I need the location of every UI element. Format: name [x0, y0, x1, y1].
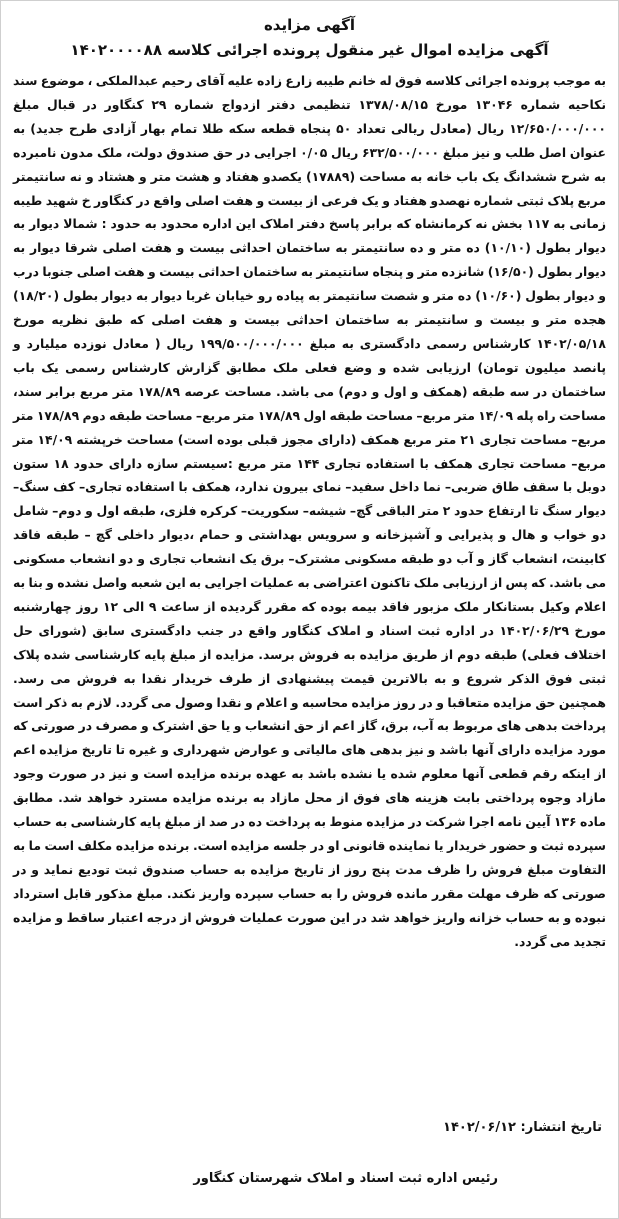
- notice-subheading: آگهی مزایده اموال غیر منقول پرونده اجرائی کلاسه ۱۴۰۲۰۰۰۰۸۸: [70, 41, 549, 59]
- notice-heading: آگهی مزایده: [263, 16, 356, 34]
- publish-date: تاریخ انتشار: ۱۴۰۲/۰۶/۱۲: [443, 1120, 602, 1135]
- notice-body: به موجب پرونده اجرائی کلاسه فوق له خانم طیبه زارع زاده علیه آقای رحیم عبدالملکی ، موضوع سند نکاحیه شماره ۱۳۰۴۶ مورخ ۱۳۷۸/۰۸/۱۵ تنظیمی دفتر ازدواج شماره ۲۹ کنگاور در قبال مبلغ ۱۲/۶۵۰/۰۰۰/۰۰۰ ریال (معادل ریالی تعداد ۵۰ پنجاه قطعه سکه طلا تمام بهار آزادی طرح جدید) به عنوان اصل طلب و نیز مبلغ ۶۳۲/۵۰۰/۰۰۰ ریال ۰/۰۵ اجرایی در حق صندوق دولت، ملک مدون نامبرده به شرح ششدانگ یک باب خانه به مساحت (۱۷۸۸۹) یکصدو هفتاد و هشت متر و هشتاد و نه سانتیمتر مربع پلاک ثبتی شماره نهصدو هفتاد و یک فرعی از بیست و هفت اصلی واقع در کنگاور خ شهید طیبه زمانی به ۱۱۷ بخش نه کرمانشاه که برابر پاسخ دفتر املاک این اداره محدود به حدود : شمالا دیوار به دیوار بطول (۱۰/۱۰) ده متر و ده سانتیمتر به ساختمان احداثی بیست و هفت اصلی شرقا دیوار به دیوار بطول (۱۶/۵۰) شانزده متر و پنجاه سانتیمتر به ساختمان احداثی بیست و هفت اصلی جنوبا درب و دیوار بطول (۱۰/۶۰) ده متر و شصت سانتیمتر به پیاده رو خیابان غربا دیوار به دیوار بطول (۱۸/۲۰) هجده متر و بیست و سانتیمتر به ساختمان احداثی بیست و هفت اصلی که طبق نظریه مورخ ۱۴۰۲/۰۵/۱۸ کارشناس رسمی دادگستری به مبلغ ۱۹۹/۵۰۰/۰۰۰/۰۰۰ ریال ( معادل نوزده میلیارد و پانصد میلیون تومان) ارزیابی شده و وضع فعلی ملک مطابق گزارش کارشناس رسمی یک باب ساختمان در سه طبقه (همکف و اول و دوم) می باشد. مساحت عرصه ۱۷۸/۸۹ متر مربع برابر سند، مساحت راه پله ۱۴/۰۹ متر مربع– مساحت طبقه اول ۱۷۸/۸۹ متر مربع– مساحت طبقه دوم ۱۷۸/۸۹ متر مربع– مساحت تجاری ۲۱ متر مربع همکف (دارای مجوز قبلی بوده است) مساحت خرپشته ۱۴/۰۹ متر مربع– مساحت تجاری همکف با استفاده تجاری ۱۴۴ متر مربع :سیستم سازه دارای حدود ۱۸ ستون دوبل با سقف طاق ضربی– نما داخل سفید– نمای بیرون ندارد، همکف با استفاده تجاری– کف سنگ– دیوار سنگ تا ارتفاع حدود ۲ متر الباقی گچ– شیشه– سکوریت– کرکره فلزی، طبقه اول و دوم– شامل دو خواب و هال و پذیرایی و آشپزخانه و سرویس بهداشتی و حمام ،دیوار داخلی گچ – طبقه فاقد کابینت، انشعاب گاز و آب دو طبقه مسکونی مشترک– برق یک انشعاب تجاری و دو انشعاب مسکونی می باشد. که پس از ارزیابی ملک تاکنون اعتراضی به عملیات اجرایی به این شعبه واصل نشده و بنا به اعلام وکیل بستانکار ملک مزبور فاقد بیمه بوده که مقرر گردیده از ساعت ۹ الی ۱۲ روز چهارشنبه مورخ ۱۴۰۲/۰۶/۲۹ در اداره ثبت اسناد و املاک کنگاور واقع در جنب دادگستری سابق (شورای حل اختلاف فعلی) طبقه دوم از طریق مزایده به فروش برسد. مزایده از مبلغ پایه کارشناسی شده پلاک ثبتی فوق الذکر شروع و به بالاترین قیمت پیشنهادی از طرف خریدار نقدا به فروش می رسد. همچنین حق مزایده متعاقبا و در روز مزایده محاسبه و اعلام و نقدا وصول می گردد. لازم به ذکر است پرداخت بدهی های مربوط به آب، برق، گاز اعم از حق انشعاب و یا حق اشترک و مصرف در صورتی که مورد مزایده دارای آنها باشد و نیز بدهی های مالیاتی و عوارض شهرداری و غیره تا تاریخ مزایده اعم از اینکه رقم قطعی آنها معلوم شده یا نشده باشد به عهده برنده مزایده است و نیز در صورت وجود مازاد وجوه پرداختی بابت هزینه های فوق از محل مازاد به برنده مزایده مسترد خواهد شد. مطابق ماده ۱۳۶ آیین نامه اجرا شرکت در مزایده منوط به پرداخت ده در صد از مبلغ پایه کارشناسی به حساب سپرده ثبت و حضور خریدار یا نماینده قانونی او در جلسه مزایده است. برنده مزایده مکلف است ما به التفاوت مبلغ فروش را ظرف مدت پنج روز از تاریخ مزایده به حساب صندوق ثبت تودیع نماید و در صورتی که ظرف مهلت مقرر مانده فروش را به حساب سپرده واریز نکند. مبلغ مذکور قابل استرداد نبوده و به حساب خزانه واریز خواهد شد در این صورت عملیات فروش از درجه اعتبار ساقط و مزایده تجدید می گردد.: [13, 73, 607, 949]
- signature-line: رئیس اداره ثبت اسناد و املاک شهرستان کنگاور: [193, 1171, 498, 1186]
